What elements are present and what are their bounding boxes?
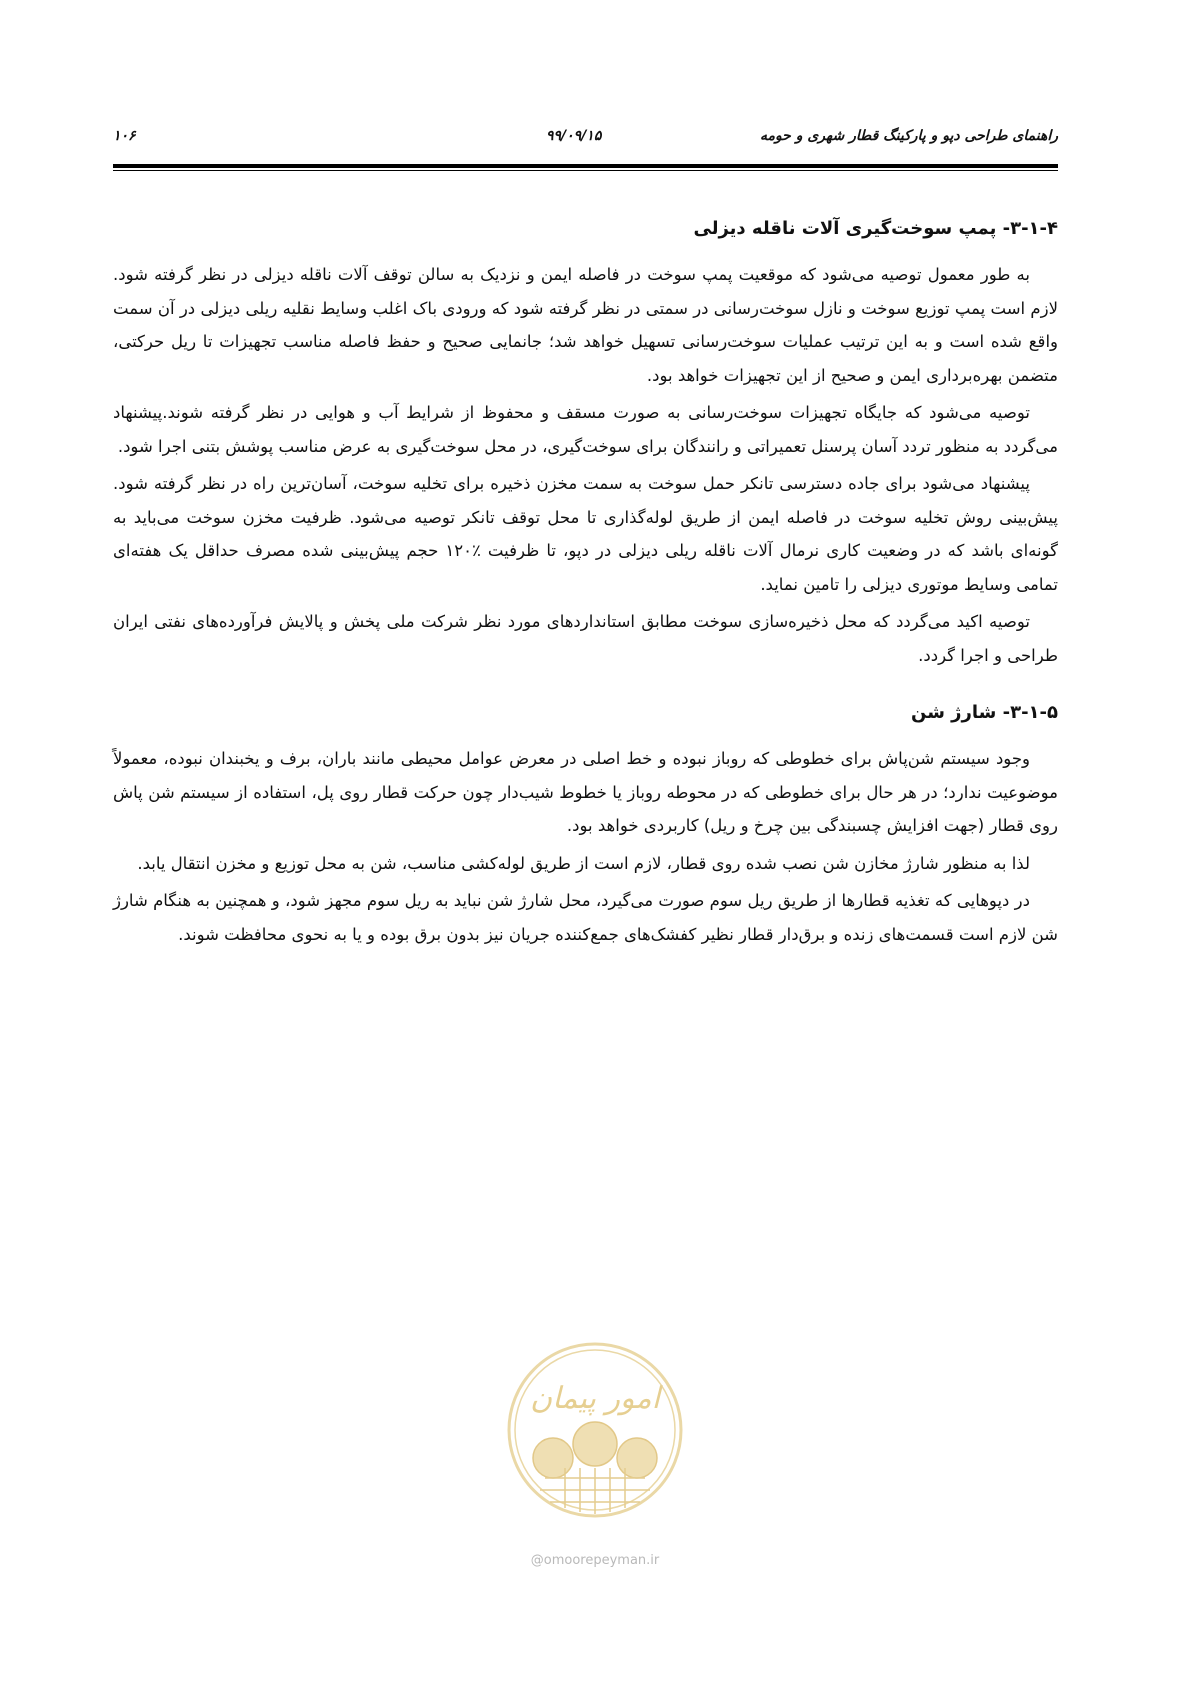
paragraph: توصیه اکید می‌گردد که محل ذخیره‌سازی سوخت مطابق استانداردهای مورد نظر شرکت ملی پخش و پالایش فرآورده‌های نفتی ایران طراحی و اجرا گردد. [113, 612, 1058, 665]
paragraph: به طور معمول توصیه می‌شود که موقعیت پمپ سوخت در فاصله ایمن و نزدیک به سالن توقف آلات ناقله دیزلی در نظر گرفته شود. لازم است پمپ توزیع سوخت و نازل سوخت‌رسانی در سمتی در نظر گرفته شود که ورودی باک اغلب وسایط نقلیه ریلی دیزلی در آن سمت واقع شده است و به این ترتیب عملیات سوخت‌رسانی تسهیل خواهد شد؛ جانمایی صحیح و حفظ فاصله مناسب تجهیزات تا ریل حرکتی، متضمن بهره‌برداری ایمن و صحیح از این تجهیزات خواهد بود. [113, 265, 1058, 385]
page-content [113, 214, 1058, 955]
header-rule-thick [113, 164, 1058, 168]
watermark-logo-icon [505, 1340, 685, 1520]
section-heading-fuel-pump: ۳-۱-۴- پمپ سوخت‌گیری آلات ناقله دیزلی [693, 218, 1058, 239]
paragraph: در دپوهایی که تغذیه قطارها از طریق ریل سوم صورت می‌گیرد، محل شارژ شن نباید به ریل سوم مجهز شود، و همچنین به هنگام شارژ شن لازم است قسمت‌های زنده و برق‌دار قطار نظیر کفشک‌های جمع‌کننده جریان نیز بدون برق بوده و یا به نحوی محافظت شوند. [113, 891, 1058, 944]
paragraph: پیشنهاد می‌شود برای جاده دسترسی تانکر حمل سوخت به سمت مخزن ذخیره برای تخلیه سوخت، آسان‌ترین راه در نظر گرفته شود. پیش‌بینی روش تخلیه سوخت در فاصله ایمن از طریق لوله‌گذاری تا محل توقف تانکر توصیه می‌شود. ظرفیت مخزن سوخت می‌باید به گونه‌ای باشد که در وضعیت کاری نرمال آلات ناقله ریلی دیزلی در دپو، تا ظرفیت ٪۱۲۰ حجم پیش‌بینی شده مصرف حداقل یک هفته‌ای تمامی وسایط موتوری دیزلی را تامین نماید. [113, 474, 1058, 594]
paragraph: وجود سیستم شن‌پاش برای خطوطی که روباز نبوده و خط اصلی در معرض عوامل محیطی مانند باران، برف و یخبندان نبوده، معمولاً موضوعیت ندارد؛ در هر حال برای خطوطی که در محوطه روباز یا خطوط شیب‌دار چون حرکت قطار روی پل، استفاده از سیستم شن پاش روی قطار (جهت افزایش چسبندگی بین چرخ و ریل) کاربردی خواهد بود. [113, 749, 1058, 835]
watermark-site: @omoorepeyman.ir [530, 1553, 660, 1568]
paragraph: توصیه می‌شود که جایگاه تجهیزات سوخت‌رسانی به صورت مسقف و محفوظ از شرایط آب و هوایی در نظر گرفته شوند.پیشنهاد می‌گردد به منظور تردد آسان پرسنل تعمیراتی و رانندگان برای سوخت‌گیری، در محل سوخت‌گیری به عرض مناسب پوشش بتنی اجرا شود. [113, 403, 1058, 456]
header-title: راهنمای طراحی دپو و پارکینگ قطار شهری و حومه [759, 128, 1058, 144]
page-number: ۱۰۶ [113, 128, 136, 144]
page-header [113, 128, 1058, 150]
section-heading-sand-charging: ۳-۱-۵- شارژ شن [911, 702, 1058, 723]
header-rule-thin [113, 170, 1058, 171]
svg-text:امور پیمان: امور پیمان [530, 1381, 660, 1416]
paragraph: لذا به منظور شارژ مخازن شن نصب شده روی قطار، لازم است از طریق لوله‌کشی مناسب، شن به محل توزیع و مخزن انتقال یابد. [137, 853, 1030, 873]
header-date: ۹۹/۰۹/۱۵ [546, 128, 602, 144]
